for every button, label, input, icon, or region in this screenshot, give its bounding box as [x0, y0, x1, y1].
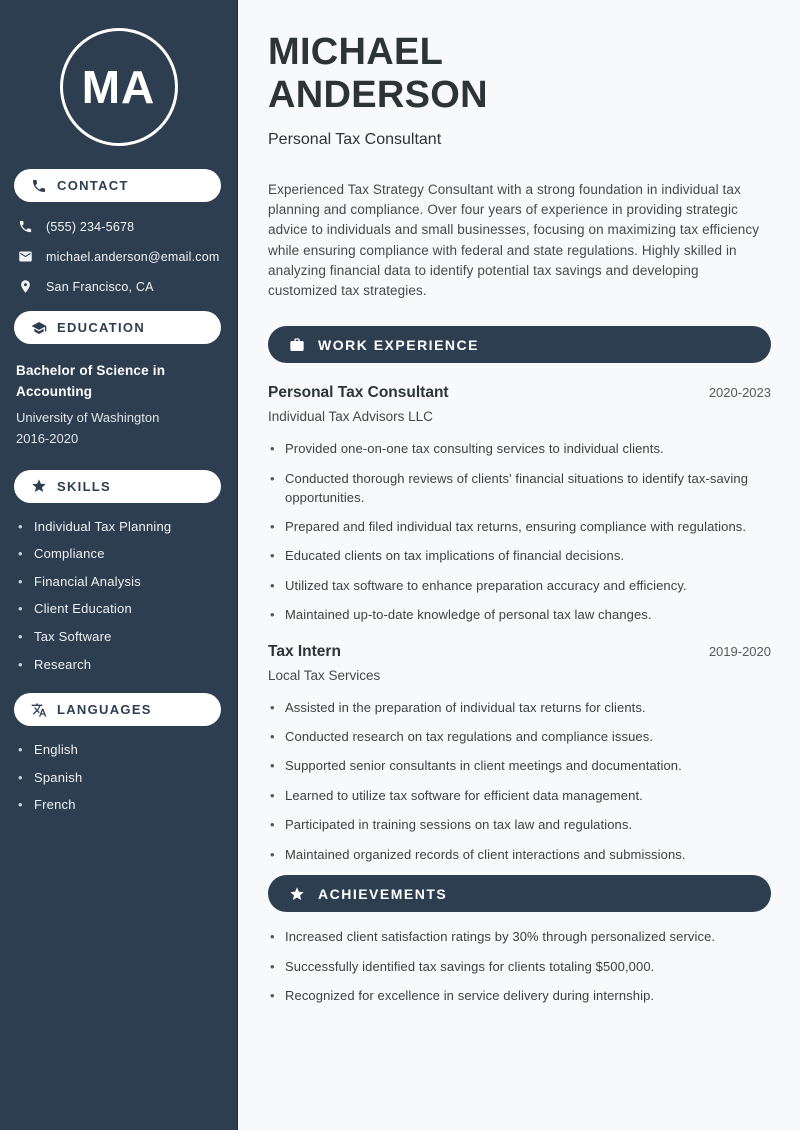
education-block — [16, 361, 221, 446]
phone-number: (555) 234-5678 — [46, 219, 135, 234]
skill-item: • Tax Software — [18, 629, 221, 645]
job-entry — [268, 643, 771, 865]
job-bullet: • Educated clients on tax implications of financial decisions. — [268, 547, 768, 566]
sidebar — [0, 0, 238, 1130]
job-title: Tax Intern — [268, 642, 341, 660]
skill-item: • Financial Analysis — [18, 574, 221, 590]
job-bullet: • Provided one-on-one tax consulting services to individual clients. — [268, 440, 768, 459]
job-company: Individual Tax Advisors LLC — [268, 409, 433, 425]
email-icon — [18, 249, 33, 264]
skill-item: • Client Education — [18, 601, 221, 617]
language-item: • English — [18, 742, 221, 758]
language-item: • French — [18, 797, 221, 813]
work-experience-section-header — [268, 326, 771, 363]
skill-item: • Individual Tax Planning — [18, 519, 221, 535]
job-bullet: • Utilized tax software to enhance preparation accuracy and efficiency. — [268, 577, 768, 596]
skill-item: • Research — [18, 657, 221, 673]
star-icon — [31, 478, 47, 494]
contact-row-phone — [18, 219, 223, 234]
job-bullet: • Conducted thorough reviews of clients' financial situations to identify tax-saving opportunities. — [268, 470, 768, 508]
briefcase-icon — [289, 337, 305, 353]
phone-icon — [31, 178, 47, 194]
achievements-section-title: ACHIEVEMENTS — [318, 885, 448, 902]
languages-list — [18, 742, 221, 813]
achievements-section-header — [268, 875, 771, 912]
job-bullet: • Conducted research on tax regulations and compliance issues. — [268, 728, 768, 747]
star-icon — [289, 886, 305, 902]
languages-section-title: LANGUAGES — [57, 702, 152, 718]
skill-item: • Compliance — [18, 546, 221, 562]
education-section-header — [14, 311, 221, 344]
education-section-title: EDUCATION — [57, 320, 146, 335]
skills-section-title: SKILLS — [57, 478, 112, 494]
achievement-bullet: • Recognized for excellence in service delivery during internship. — [268, 987, 768, 1006]
translate-icon — [31, 702, 47, 718]
education-school: University of Washington — [16, 409, 160, 425]
achievement-bullet: • Increased client satisfaction ratings by 30% through personalized service. — [268, 928, 768, 947]
job-subtitle: Personal Tax Consultant — [268, 130, 442, 148]
job-dates: 2020-2023 — [708, 385, 771, 401]
job-header — [268, 384, 771, 402]
job-bullet: • Participated in training sessions on tax law and regulations. — [268, 816, 768, 835]
skills-section-header — [14, 470, 221, 503]
achievement-bullet: • Successfully identified tax savings for clients totaling $500,000. — [268, 958, 768, 977]
job-dates: 2019-2020 — [708, 643, 771, 659]
avatar-initials: MA — [81, 61, 156, 113]
location-icon — [18, 279, 33, 294]
work-experience-section-title: WORK EXPERIENCE — [318, 336, 479, 353]
education-years: 2016-2020 — [16, 430, 79, 446]
contact-rows — [18, 219, 223, 294]
job-bullet: • Maintained organized records of client interactions and submissions. — [268, 846, 768, 865]
job-title: Personal Tax Consultant — [268, 384, 449, 402]
languages-section-header — [14, 693, 221, 726]
job-bullet: • Maintained up-to-date knowledge of personal tax law changes. — [268, 606, 768, 625]
job-bullet: • Learned to utilize tax software for efficient data management. — [268, 787, 768, 806]
job-bullet-list — [268, 699, 771, 865]
job-header — [268, 643, 771, 661]
avatar — [60, 28, 178, 146]
last-name: ANDERSON — [268, 73, 488, 116]
phone-icon — [18, 219, 33, 234]
contact-section-header — [14, 169, 221, 202]
graduation-cap-icon — [31, 320, 47, 336]
skills-list — [18, 519, 221, 673]
page-title — [268, 31, 771, 117]
job-bullet: • Assisted in the preparation of individual tax returns for clients. — [268, 699, 768, 718]
job-bullet: • Prepared and filed individual tax returns, ensuring compliance with regulations. — [268, 518, 768, 537]
job-entry — [268, 384, 771, 624]
main-content — [238, 0, 800, 1130]
contact-row-location — [18, 279, 223, 294]
education-degree: Bachelor of Science in Accounting — [16, 363, 166, 399]
achievements-list — [268, 928, 771, 1006]
location-text: San Francisco, CA — [46, 279, 154, 294]
professional-summary: Experienced Tax Strategy Consultant with a strong foundation in individual tax planning and compliance. Over four years of experience in providing strategic advice to individuals and small businesses, focusing on maximizing tax efficiency while ensuring compliance with federal and state regulations. Highly skilled in analyzing financial data to identify potential tax savings and developing customized tax strategies. — [268, 181, 760, 299]
first-name: MICHAEL — [268, 31, 444, 73]
job-bullet-list — [268, 440, 771, 624]
contact-section-title: CONTACT — [57, 178, 129, 193]
language-item: • Spanish — [18, 770, 221, 786]
email-address: michael.anderson@email.com — [46, 249, 220, 264]
job-bullet: • Supported senior consultants in client meetings and documentation. — [268, 757, 768, 776]
contact-row-email — [18, 249, 223, 264]
job-company: Local Tax Services — [268, 667, 381, 683]
